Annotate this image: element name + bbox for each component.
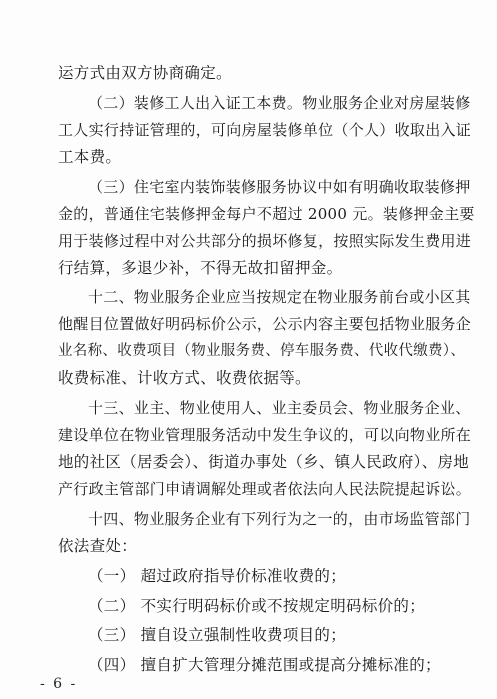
text-line: 依法查处： [58,537,138,555]
text-line: 工人实行持证管理的，可向房屋装修单位（个人）收取出入证 [58,121,472,139]
text-line: 产行政主管部门申请调解处理或者依法向人民法院提起诉讼。 [58,480,472,498]
list-item: （三） 擅自设立强制性收费项目的； [88,626,347,644]
text-line: 他醒目位置做好明码标价公示，公示内容主要包括物业服务企 [58,315,472,333]
list-item: （二） 不实行明码标价或不按规定明码标价的； [88,597,426,615]
text-line: 收费标准、计收方式、收费依据等。 [58,369,311,387]
text-line: 建设单位在物业管理服务活动中发生争议的，可以向物业所在 [58,426,472,444]
paragraph-line: （三）住宅室内装饰装修服务协议中如有明确收取装修押 [88,178,471,196]
text-line: 工本费。 [58,148,122,166]
page-number: - 6 - [40,676,78,692]
list-item: （一） 超过政府指导价标准收费的； [88,567,347,585]
list-item: （四） 擅自扩大管理分摊范围或提高分摊标准的； [88,656,441,674]
paragraph-line: 十二、物业服务企业应当按规定在物业服务前台或小区其 [88,288,471,306]
paragraph-line: 十三、业主、物业使用人、业主委员会、物业服务企业、 [88,399,471,417]
text-line: 地的社区（居委会）、街道办事处（乡、镇人民政府）、房地 [58,453,470,471]
paragraph-line: （二）装修工人出入证工本费。物业服务企业对房屋装修 [88,94,471,112]
text-line: 行结算，多退少补，不得无故扣留押金。 [58,259,343,277]
text-line: 金的，普通住宅装修押金每户不超过 2000 元。装修押金主要 [58,205,475,223]
text-line: 业名称、收费项目（物业服务费、停车服务费、代收代缴费）、 [58,343,466,359]
text-line: 运方式由双方协商确定。 [58,64,232,82]
paragraph-line: 十四、物业服务企业有下列行为之一的，由市场监管部门 [88,510,471,528]
text-line: 用于装修过程中对公共部分的损坏修复，按照实际发生费用进 [58,232,472,250]
